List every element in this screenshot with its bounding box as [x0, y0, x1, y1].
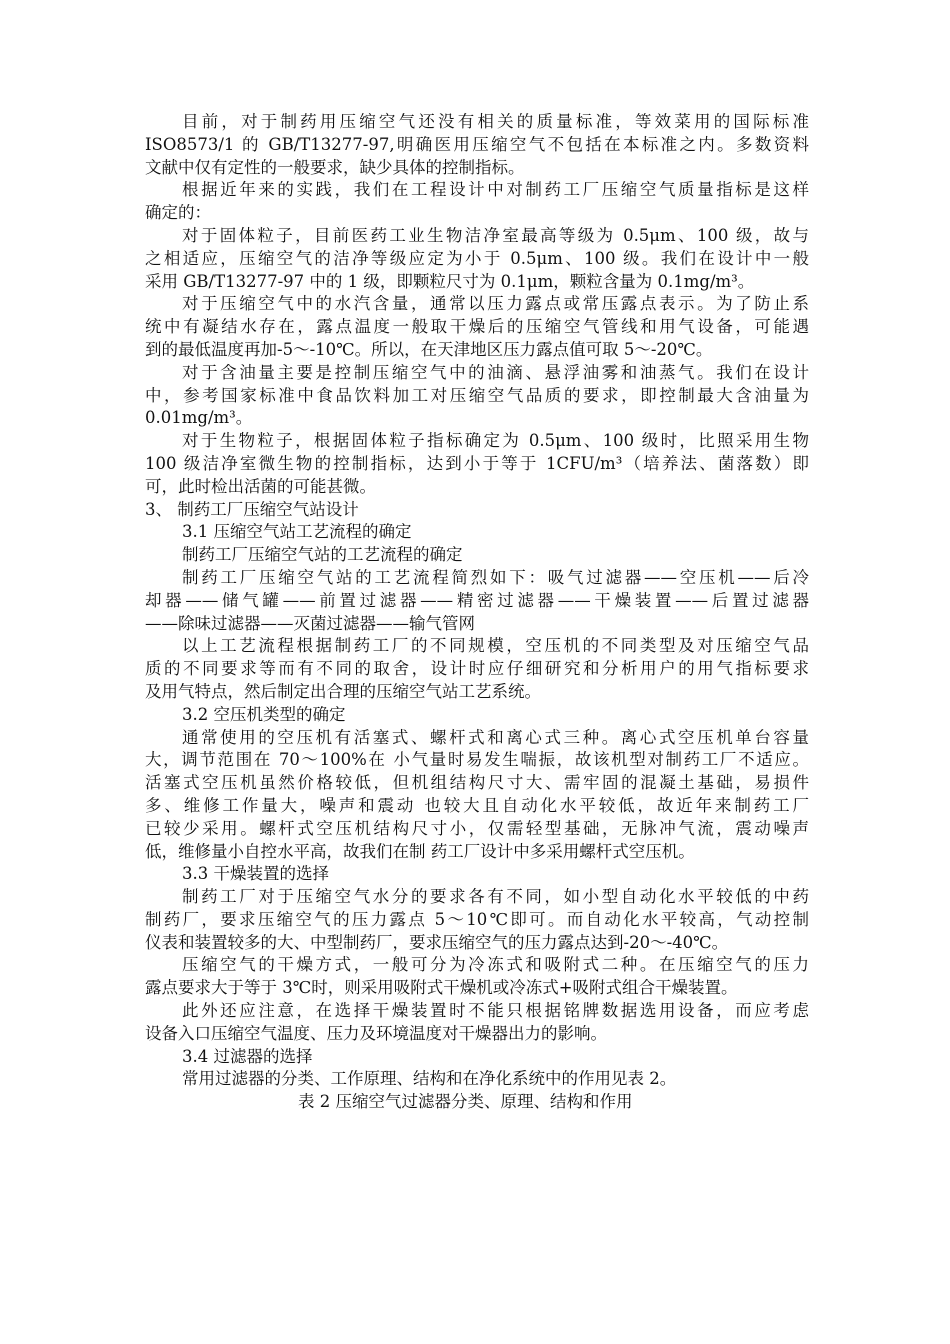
text-line: 对于压缩空气中的水汽含量，通常以压力露点或常压露点表示。为了防止系	[182, 294, 809, 314]
text-line: ——除味过滤器——灭菌过滤器——输气管网	[145, 613, 475, 633]
table-caption: 表 2 压缩空气过滤器分类、原理、结构和作用	[298, 1092, 633, 1112]
text-line: 制药厂，要求压缩空气的压力露点 5～10℃即可。而自动化水平较高，气动控制	[145, 909, 809, 929]
text-line: 对于固体粒子，目前医药工业生物洁净室最高等级为 0.5μm、100 级，故与	[182, 225, 809, 245]
text-line: 仪表和装置较多的大、中型制药厂，要求压缩空气的压力露点达到-20～-40℃。	[145, 932, 729, 952]
text-line: 可，此时检出活菌的可能甚微。	[145, 476, 376, 496]
text-line: 100 级洁净室微生物的控制指标，达到小于等于 1CFU/m³（培养法、菌落数）即	[145, 453, 809, 473]
text-line: 到的最低温度再加-5～-10℃。所以，在天津地区压力露点值可取 5～-20℃。	[145, 339, 713, 359]
text-line: 确定的：	[145, 203, 211, 223]
text-line: 制药工厂压缩空气站的工艺流程的确定	[182, 545, 463, 565]
document-body	[145, 111, 809, 1114]
text-line: 采用 GB/T13277-97 中的 1 级，即颗粒尺寸为 0.1μm，颗粒含量为 0.1mg/m³。	[145, 271, 755, 291]
text-line: 质的不同要求等而有不同的取舍，设计时应仔细研究和分析用户的用气指标要求	[145, 659, 809, 679]
text-line: 以上工艺流程根据制药工厂的不同规模，空压机的不同类型及对压缩空气品	[182, 636, 809, 656]
subsection-heading: 3.2 空压机类型的确定	[182, 704, 346, 724]
subsection-heading: 3.4 过滤器的选择	[182, 1046, 313, 1066]
text-line: 对于生物粒子，根据固体粒子指标确定为 0.5μm、100 级时，比照采用生物	[182, 431, 809, 451]
text-line: 对于含油量主要是控制压缩空气中的油滴、悬浮油雾和油蒸气。我们在设计	[182, 362, 809, 382]
text-line: 制药工厂对于压缩空气水分的要求各有不同，如小型自动化水平较低的中药	[182, 887, 809, 907]
text-line: 常用过滤器的分类、工作原理、结构和在净化系统中的作用见表 2。	[182, 1069, 677, 1089]
text-line: 却器——储气罐——前置过滤器——精密过滤器——干燥装置——后置过滤器	[145, 590, 809, 610]
text-line: 统中有凝结水存在，露点温度一般取干燥后的压缩空气管线和用气设备，可能遇	[145, 317, 809, 337]
text-line: 目前，对于制药用压缩空气还没有相关的质量标准，等效菜用的国际标准	[182, 112, 809, 131]
text-line: 压缩空气的干燥方式，一般可分为冷冻式和吸附式二种。在压缩空气的压力	[182, 955, 809, 975]
text-line: 根据近年来的实践，我们在工程设计中对制药工厂压缩空气质量指标是这样	[182, 180, 809, 200]
text-line: 文献中仅有定性的一般要求，缺少具体的控制指标。	[145, 157, 525, 177]
text-line: 及用气特点，然后制定出合理的压缩空气站工艺系统。	[145, 681, 541, 701]
text-line: 露点要求大于等于 3℃时，则采用吸附式干燥机或冷冻式+吸附式组合干燥装置。	[145, 978, 738, 998]
text-line: 已较少采用。螺杆式空压机结构尺寸小，仅需轻型基础，无脉冲气流，震动噪声	[145, 818, 809, 838]
subsection-heading: 3.3 干燥装置的选择	[182, 864, 329, 884]
text-line: ISO8573/1 的 GB/T13277-97,明确医用压缩空气不包括在本标准之内。多数资料	[145, 134, 809, 154]
section-heading: 3、 制药工厂压缩空气站设计	[145, 499, 359, 519]
text-line: 中，参考国家标准中食品饮料加工对压缩空气品质的要求，即控制最大含油量为	[145, 385, 809, 405]
text-line: 低，维修量小自控水平高，故我们在制 药工厂设计中多采用螺杆式空压机。	[145, 841, 695, 861]
text-line: 之相适应，压缩空气的洁净等级应定为小于 0.5μm、100 级。我们在设计中一般	[145, 248, 809, 268]
text-line: 制药工厂压缩空气站的工艺流程简烈如下：吸气过滤器——空压机——后冷	[182, 567, 809, 587]
text-line: 多、维修工作量大，噪声和震动 也较大且自动化水平较低，故近年来制药工厂	[145, 795, 809, 815]
subsection-heading: 3.1 压缩空气站工艺流程的确定	[182, 522, 412, 542]
text-line: 大，调节范围在 70～100%在 小气量时易发生喘振，故该机型对制药工厂不适应。	[145, 750, 809, 770]
text-line: 0.01mg/m³。	[145, 408, 253, 428]
text-line: 设备入口压缩空气温度、压力及环境温度对干燥器出力的影响。	[145, 1023, 607, 1043]
text-line: 活塞式空压机虽然价格较低，但机组结构尺寸大、需牢固的混凝土基础，易损件	[145, 773, 809, 793]
text-line: 通常使用的空压机有活塞式、螺杆式和离心式三种。离心式空压机单台容量	[182, 727, 809, 747]
text-line: 此外还应注意，在选择干燥装置时不能只根据铭牌数据选用设备，而应考虑	[182, 1001, 809, 1021]
